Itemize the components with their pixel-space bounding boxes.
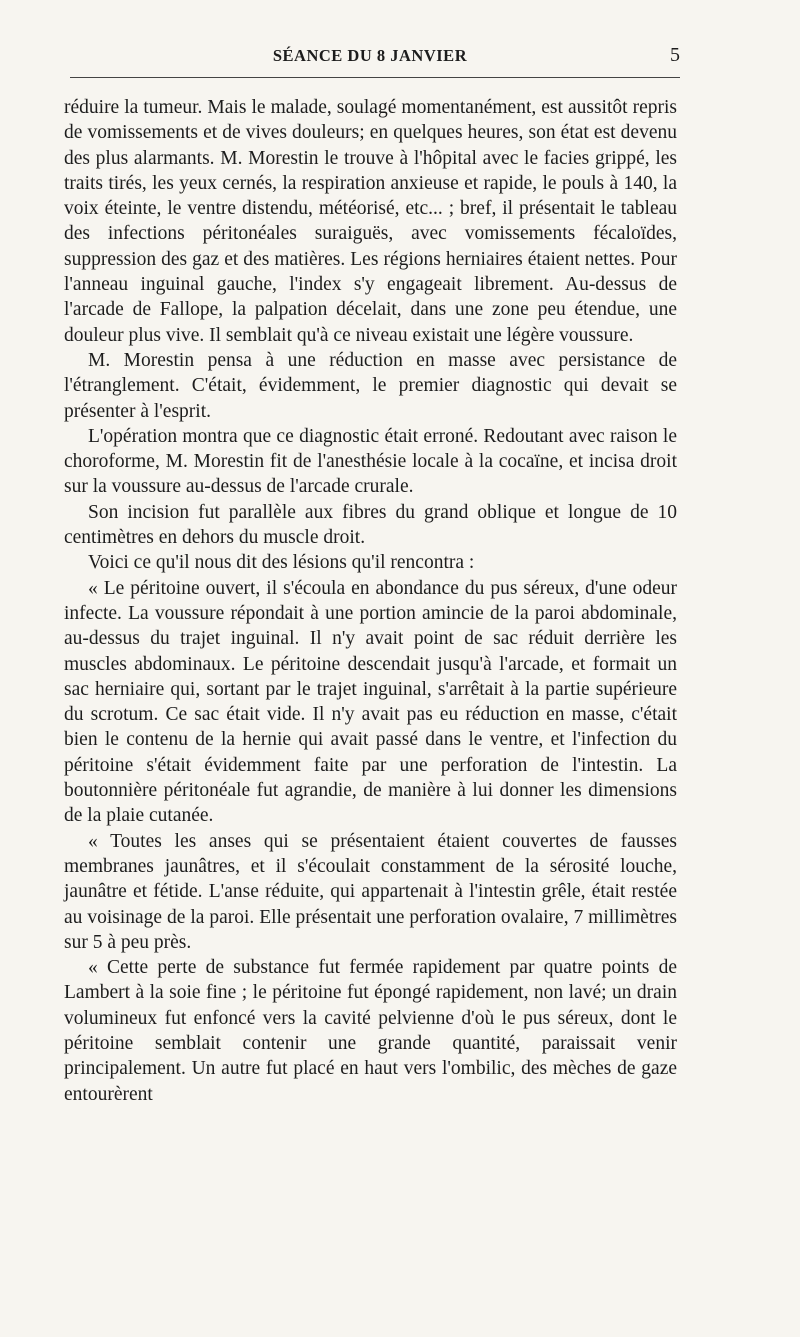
paragraph: « Le péritoine ouvert, il s'écoula en abondance du pus séreux, d'une odeur infecte. La voussure répondait à une portion amincie de la paroi abdominale, au-dessus du trajet inguinal. Il n'y avait point de sac réduit derrière les muscles abdominaux. Le péritoine descendait jusqu'à l'arcade, et formait un sac herniaire qui, sortant par le trajet inguinal, s'arrêtait à la partie supérieure du scrotum. Ce sac était vide. Il n'y avait pas eu réduction en masse, c'était bien le contenu de la hernie qui avait passé dans le ventre, et l'infection du péritoine s'était évidemment faite par une perforation de l'intestin. La boutonnière péritonéale fut agrandie, de manière à lui donner les dimensions de la plaie cutanée. [64, 577, 677, 827]
paragraph: M. Morestin pensa à une réduction en masse avec persistance de l'étranglement. C'était, évidemment, le premier diagnostic qui devait se présenter à l'esprit. [64, 349, 677, 422]
paragraph: L'opération montra que ce diagnostic était erroné. Redoutant avec raison le choroforme, M. Morestin fit de l'anesthésie locale à la cocaïne, et incisa droit sur la voussure au-dessus de l'arcade crurale. [64, 425, 677, 498]
running-head [60, 44, 680, 74]
body-text [64, 95, 677, 1107]
running-title: SÉANCE DU 8 JANVIER [272, 46, 468, 65]
paragraph: « Cette perte de substance fut fermée rapidement par quatre points de Lambert à la soie fine ; le péritoine fut épongé rapidement, non lavé; un drain volumineux fut enfoncé vers la cavité pelvienne d'où le pus séreux, dont le péritoine semblait contenir une grande quantité, paraissait venir principalement. Un autre fut placé en haut vers l'ombilic, des mèches de gaze entourèrent [64, 957, 677, 1105]
header-rule [70, 77, 680, 78]
paragraph: Son incision fut parallèle aux fibres du grand oblique et longue de 10 centimètres en dehors du muscle droit. [64, 501, 677, 549]
paragraph: « Toutes les anses qui se présentaient étaient couvertes de fausses membranes jaunâtres, et il s'écoulait constamment de la sérosité louche, jaunâtre et fétide. L'anse réduite, qui appartenait à l'intestin grêle, était restée au voisinage de la paroi. Elle présentait une perforation ovalaire, 7 millimètres sur 5 à peu près. [64, 830, 677, 953]
paragraph: réduire la tumeur. Mais le malade, soulagé momentanément, est aussitôt repris de vomissements et de vives douleurs; en quelques heures, son état est devenu des plus alarmants. M. Morestin le trouve à l'hôpital avec le facies grippé, les traits tirés, les yeux cernés, la respiration anxieuse et rapide, le pouls à 140, la voix éteinte, le ventre distendu, météorisé, etc... ; bref, il présentait le tableau des infections péritonéales suraiguës, avec vomissements fécaloïdes, suppression des gaz et des matières. Les régions herniaires étaient nettes. Pour l'anneau inguinal gauche, l'index s'y engageait librement. Au-dessus de l'arcade de Fallope, la palpation décelait, dans une zone peu étendue, une douleur plus vive. Il semblait qu'à ce niveau existait une légère voussure. [64, 97, 677, 346]
page-number: 5 [670, 44, 680, 66]
paragraph: Voici ce qu'il nous dit des lésions qu'il rencontra : [88, 552, 475, 574]
